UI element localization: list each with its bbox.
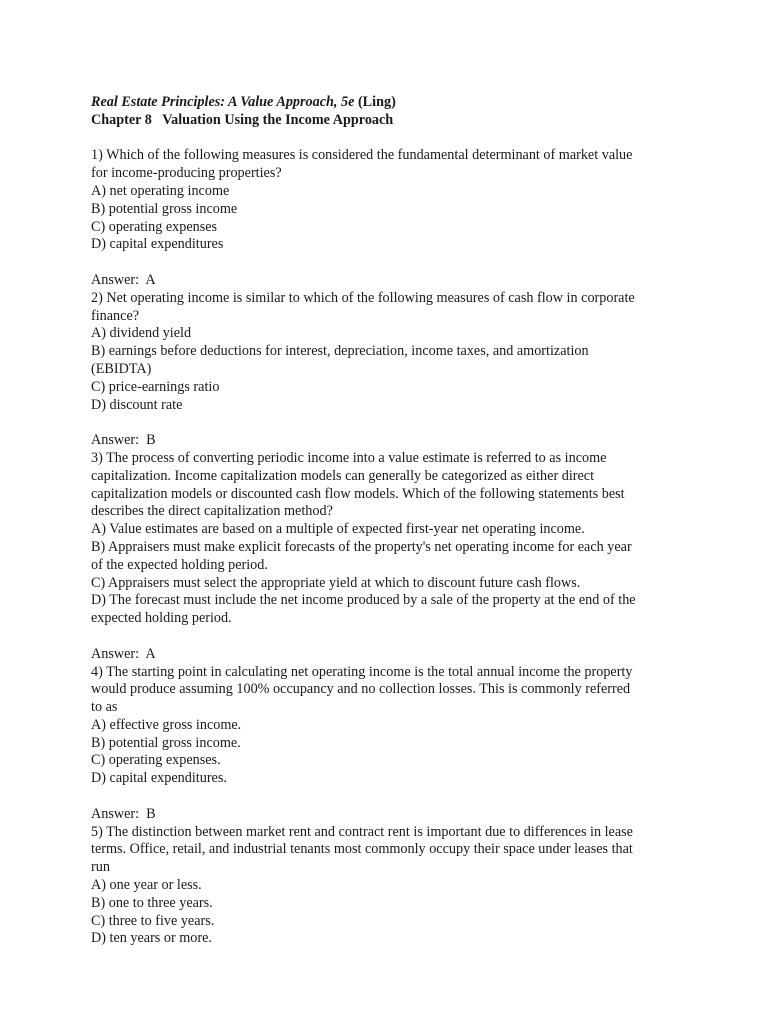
spacer (91, 130, 681, 148)
question-list (91, 147, 681, 948)
answer-option-line: C) price-earnings ratio (91, 378, 220, 395)
question-stem-line: 2) Net operating income is similar to which of the following measures of cash flow in corporate (91, 289, 635, 306)
document-page (91, 94, 681, 948)
question-stem-line: run (91, 859, 110, 876)
answer-key: Answer: A (91, 271, 156, 288)
answer-option-line: D) discount rate (91, 396, 183, 413)
question-stem-line: finance? (91, 307, 140, 324)
question-stem-line: for income-producing properties? (91, 165, 282, 182)
answer-option-line: B) potential gross income (91, 200, 238, 217)
book-author: (Ling) (354, 94, 396, 110)
spacer (91, 788, 681, 806)
answer-option-line: B) one to three years. (91, 894, 213, 911)
question-block (91, 664, 681, 824)
answer-option-line: D) capital expenditures (91, 236, 224, 253)
answer-option-line: B) potential gross income. (91, 734, 241, 751)
question-stem-line: would produce assuming 100% occupancy and no collection losses. This is commonly referred (91, 681, 631, 698)
answer-option-line: A) effective gross income. (91, 716, 242, 733)
answer-option-line: B) Appraisers must make explicit forecasts of the property's net operating income for each year (91, 538, 632, 555)
question-stem-line: capitalization models or discounted cash flow models. Which of the following statements best (91, 485, 625, 502)
answer-option-line: C) operating expenses. (91, 752, 221, 769)
question-stem-line: 5) The distinction between market rent and contract rent is important due to differences in lease (91, 823, 633, 840)
answer-key: Answer: A (91, 645, 156, 662)
answer-key: Answer: B (91, 432, 156, 449)
answer-option-line: C) Appraisers must select the appropriate yield at which to discount future cash flows. (91, 574, 581, 591)
question-stem-line: describes the direct capitalization method? (91, 503, 333, 520)
question-stem-line: to as (91, 699, 118, 716)
answer-option-line: A) Value estimates are based on a multiple of expected first-year net operating income. (91, 521, 585, 538)
question-block (91, 147, 681, 289)
spacer (91, 254, 681, 272)
question-block (91, 824, 681, 949)
chapter-heading: Chapter 8 Valuation Using the Income Approach (91, 111, 394, 128)
question-stem-line: terms. Office, retail, and industrial tenants most commonly occupy their space under leases that (91, 841, 633, 858)
question-stem-line: 4) The starting point in calculating net operating income is the total annual income the property (91, 663, 633, 680)
book-title: Real Estate Principles: A Value Approach, 5e (91, 94, 355, 110)
answer-option-line: A) one year or less. (91, 877, 202, 894)
book-header (91, 94, 681, 112)
answer-option-line: (EBIDTA) (91, 360, 152, 377)
question-block (91, 450, 681, 664)
answer-option-line: A) net operating income (91, 182, 230, 199)
question-stem-line: 1) Which of the following measures is considered the fundamental determinant of market value (91, 147, 633, 164)
answer-option-line: C) three to five years. (91, 912, 215, 929)
answer-option-line: A) dividend yield (91, 325, 192, 342)
answer-option-line: C) operating expenses (91, 218, 218, 235)
question-stem-line: 3) The process of converting periodic income into a value estimate is referred to as income (91, 449, 607, 466)
answer-option-line: expected holding period. (91, 610, 232, 627)
answer-option-line: B) earnings before deductions for interest, depreciation, income taxes, and amortization (91, 343, 589, 360)
question-stem-line: capitalization. Income capitalization models can generally be categorized as either direct (91, 467, 595, 484)
answer-option-line: D) capital expenditures. (91, 770, 227, 787)
answer-option-line: D) ten years or more. (91, 930, 212, 947)
answer-option-line: D) The forecast must include the net income produced by a sale of the property at the end of the (91, 592, 636, 609)
question-block (91, 290, 681, 450)
answer-key: Answer: B (91, 805, 156, 822)
spacer (91, 414, 681, 432)
answer-option-line: of the expected holding period. (91, 556, 268, 573)
spacer (91, 628, 681, 646)
